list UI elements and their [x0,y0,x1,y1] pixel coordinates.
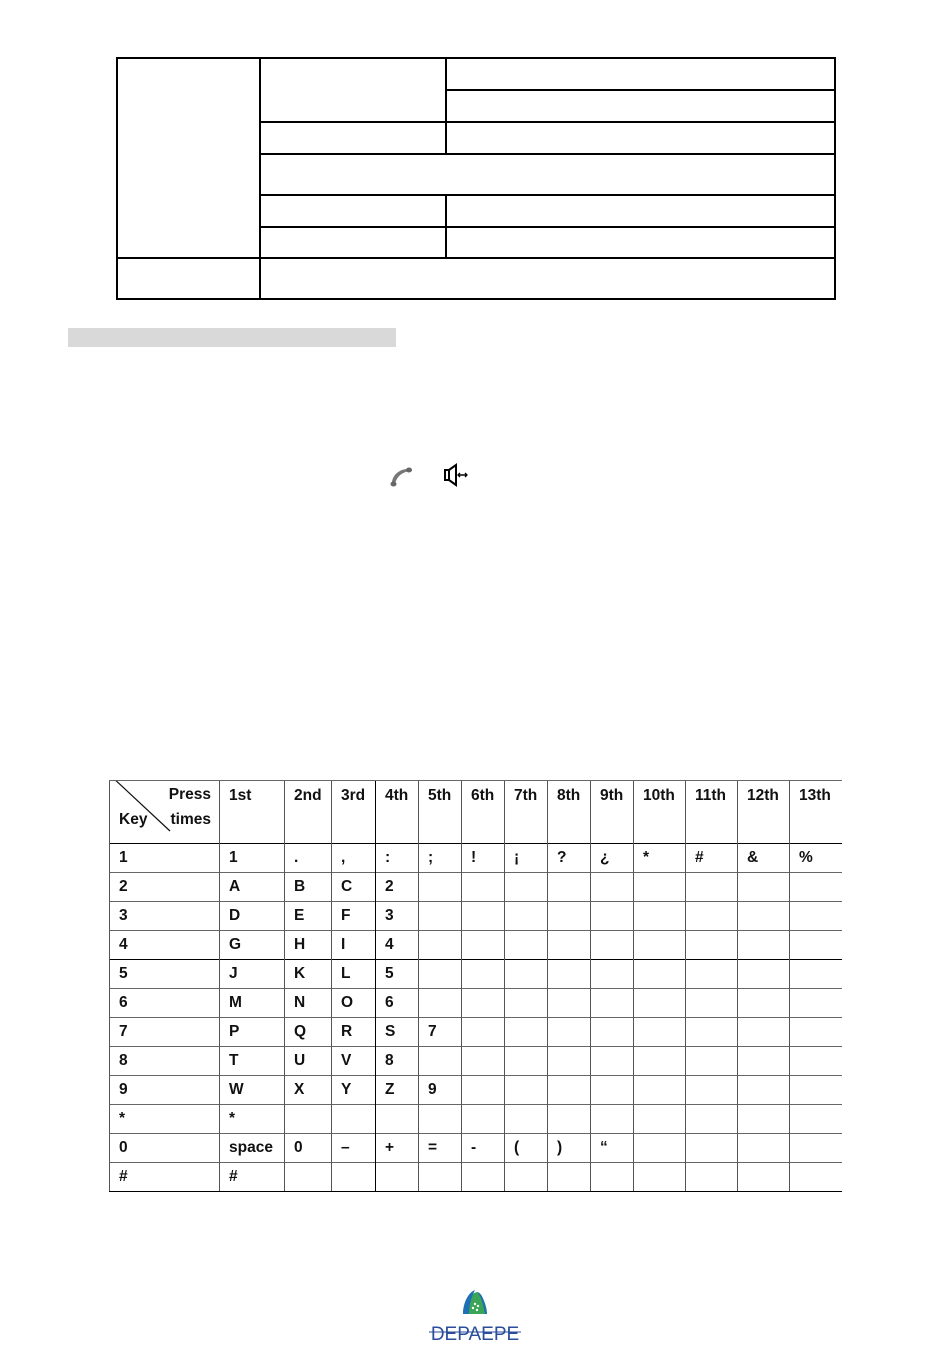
phone-handset-icon [388,465,414,487]
char-cell [419,931,462,960]
key-cell: 3 [110,902,220,931]
table-row [110,1134,842,1163]
char-cell [462,1105,505,1134]
char-cell: S [376,1018,419,1047]
char-cell [634,1105,686,1134]
char-cell [686,1018,738,1047]
char-cell [738,873,790,902]
key-cell: 2 [110,873,220,902]
char-cell: 9 [419,1076,462,1105]
char-cell [548,989,591,1018]
char-cell [634,873,686,902]
char-cell [505,1018,548,1047]
char-cell: 2 [376,873,419,902]
char-cell [686,1047,738,1076]
char-cell: P [220,1018,285,1047]
char-cell: 7 [419,1018,462,1047]
char-cell [790,1105,842,1134]
char-cell [790,1018,842,1047]
char-cell: I [332,931,376,960]
char-cell [505,960,548,989]
char-cell [462,1018,505,1047]
char-cell [419,902,462,931]
char-cell [419,1105,462,1134]
char-cell [591,989,634,1018]
char-cell [634,1134,686,1163]
char-cell: “ [591,1134,634,1163]
section-heading-bar [68,328,396,347]
char-cell: C [332,873,376,902]
char-cell [790,873,842,902]
char-cell: Y [332,1076,376,1105]
char-cell [738,960,790,989]
char-cell [686,1134,738,1163]
char-cell [738,1105,790,1134]
char-cell [686,1163,738,1192]
char-cell [790,1047,842,1076]
char-cell: ? [548,844,591,873]
char-cell: 6 [376,989,419,1018]
char-cell [790,989,842,1018]
char-cell [591,873,634,902]
char-cell: 4 [376,931,419,960]
char-cell: 1 [220,844,285,873]
char-cell [548,1105,591,1134]
char-cell [462,989,505,1018]
char-cell [738,1076,790,1105]
char-cell [285,1105,332,1134]
char-cell: * [220,1105,285,1134]
char-cell: V [332,1047,376,1076]
char-cell: M [220,989,285,1018]
depaepe-logo [425,1286,525,1344]
char-cell: A [220,873,285,902]
key-cell: 0 [110,1134,220,1163]
column-header-13th: 13th [790,781,842,844]
char-cell [505,902,548,931]
char-cell: space [220,1134,285,1163]
char-cell [738,902,790,931]
char-cell: # [686,844,738,873]
char-cell [686,931,738,960]
char-cell [462,902,505,931]
char-cell: % [790,844,842,873]
char-cell [462,873,505,902]
column-header-9th: 9th [591,781,634,844]
char-cell [591,1018,634,1047]
table-header-row [110,781,842,844]
table-row [110,1047,842,1076]
char-cell: = [419,1134,462,1163]
char-cell: ) [548,1134,591,1163]
char-cell [790,1076,842,1105]
char-cell [591,1076,634,1105]
char-cell [376,1105,419,1134]
char-cell [634,1163,686,1192]
char-cell [462,1076,505,1105]
char-cell: ¿ [591,844,634,873]
char-cell [790,902,842,931]
char-cell: Z [376,1076,419,1105]
char-cell [548,931,591,960]
char-cell [634,1047,686,1076]
char-cell: X [285,1076,332,1105]
key-cell: 6 [110,989,220,1018]
column-header-7th: 7th [505,781,548,844]
char-cell: T [220,1047,285,1076]
char-cell [591,1047,634,1076]
char-cell [738,931,790,960]
char-cell: L [332,960,376,989]
char-cell [738,1134,790,1163]
key-cell: 9 [110,1076,220,1105]
char-cell [505,873,548,902]
char-cell [634,1076,686,1105]
char-cell [634,931,686,960]
column-header-4th: 4th [376,781,419,844]
column-header-6th: 6th [462,781,505,844]
table-row [110,931,842,960]
char-cell [790,960,842,989]
char-cell [332,1105,376,1134]
column-header-11th: 11th [686,781,738,844]
char-cell: * [634,844,686,873]
char-cell [686,873,738,902]
char-cell: 0 [285,1134,332,1163]
char-cell: D [220,902,285,931]
char-cell: 3 [376,902,419,931]
char-cell: . [285,844,332,873]
char-cell: 8 [376,1047,419,1076]
char-cell: ! [462,844,505,873]
press-label: Press [168,786,211,803]
speakerphone-icon [443,463,469,487]
char-cell: J [220,960,285,989]
char-cell [634,960,686,989]
char-cell: - [462,1134,505,1163]
char-cell [686,960,738,989]
char-cell [505,1076,548,1105]
char-cell [686,1105,738,1134]
char-cell [591,931,634,960]
char-cell [505,1105,548,1134]
char-cell [790,1134,842,1163]
char-cell [591,1163,634,1192]
char-cell [285,1163,332,1192]
table-row [110,844,842,873]
table-row [110,1018,842,1047]
char-cell [462,931,505,960]
char-cell [548,873,591,902]
char-cell [419,989,462,1018]
key-cell: 8 [110,1047,220,1076]
key-cell: * [110,1105,220,1134]
corner-header-cell [110,781,220,844]
char-cell: W [220,1076,285,1105]
column-header-2nd: 2nd [285,781,332,844]
char-cell [548,1047,591,1076]
char-cell: – [332,1134,376,1163]
char-cell: F [332,902,376,931]
char-cell [505,931,548,960]
key-cell: 5 [110,960,220,989]
char-cell [505,989,548,1018]
char-cell: + [376,1134,419,1163]
char-cell: # [220,1163,285,1192]
table-row [110,960,842,989]
column-header-8th: 8th [548,781,591,844]
char-cell: O [332,989,376,1018]
table-row [110,1163,842,1192]
char-cell: H [285,931,332,960]
char-cell [686,1076,738,1105]
char-cell [591,1105,634,1134]
char-cell [548,1018,591,1047]
char-cell [419,960,462,989]
char-cell [332,1163,376,1192]
char-cell: U [285,1047,332,1076]
char-cell: E [285,902,332,931]
key-cell: 1 [110,844,220,873]
char-cell [738,1018,790,1047]
char-cell [548,1163,591,1192]
char-cell [634,902,686,931]
char-cell: ¡ [505,844,548,873]
key-cell: # [110,1163,220,1192]
char-cell: B [285,873,332,902]
key-cell: 7 [110,1018,220,1047]
char-cell [462,1163,505,1192]
logo-text: DEPAEPE [430,1324,520,1344]
char-cell [419,1047,462,1076]
char-cell [790,1163,842,1192]
char-cell [376,1163,419,1192]
char-cell [419,873,462,902]
char-cell [505,1163,548,1192]
key-label: Key [119,811,148,828]
char-cell: 5 [376,960,419,989]
char-cell: G [220,931,285,960]
char-cell [419,1163,462,1192]
char-cell: , [332,844,376,873]
char-cell: N [285,989,332,1018]
char-cell [686,902,738,931]
char-cell [591,902,634,931]
char-cell: K [285,960,332,989]
table-row [110,1076,842,1105]
keypad-character-table [109,780,842,1192]
table-row [110,873,842,902]
char-cell [634,1018,686,1047]
char-cell: ( [505,1134,548,1163]
char-cell: Q [285,1018,332,1047]
char-cell [505,1047,548,1076]
char-cell [686,989,738,1018]
char-cell [591,960,634,989]
char-cell [548,960,591,989]
char-cell [462,1047,505,1076]
times-label: times [170,811,211,828]
char-cell [548,902,591,931]
column-header-10th: 10th [634,781,686,844]
char-cell: R [332,1018,376,1047]
char-cell: ; [419,844,462,873]
char-cell [738,1047,790,1076]
table-row [110,989,842,1018]
key-cell: 4 [110,931,220,960]
table-row [110,1105,842,1134]
char-cell [738,1163,790,1192]
column-header-5th: 5th [419,781,462,844]
column-header-3rd: 3rd [332,781,376,844]
char-cell [462,960,505,989]
char-cell: & [738,844,790,873]
column-header-12th: 12th [738,781,790,844]
char-cell [790,931,842,960]
char-cell [634,989,686,1018]
char-cell [738,989,790,1018]
char-cell: : [376,844,419,873]
table-row [110,902,842,931]
char-cell [548,1076,591,1105]
column-header-1st: 1st [220,781,285,844]
